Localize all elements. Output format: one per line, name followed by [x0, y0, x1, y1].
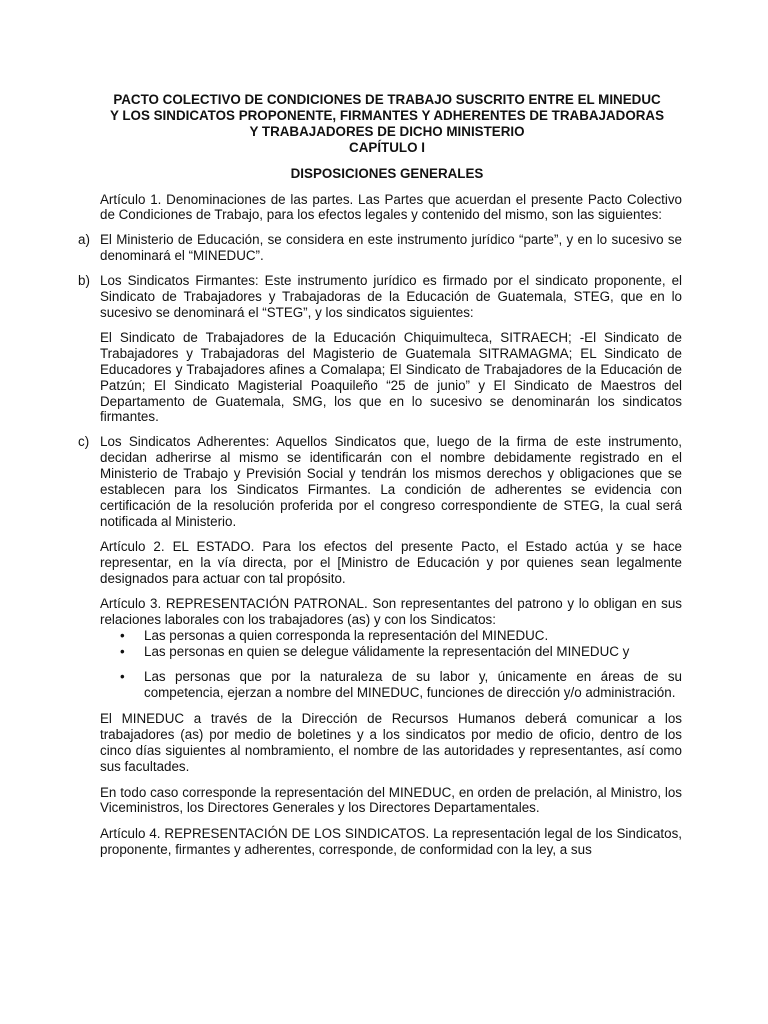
bullet-text: Las personas a quien corresponda la representación del MINEDUC. — [144, 628, 549, 644]
representantes-list — [78, 628, 682, 701]
list-item-a — [78, 232, 682, 264]
item-marker: a) — [78, 232, 90, 248]
item-marker: b) — [78, 273, 90, 289]
bullet-icon: • — [120, 628, 125, 644]
article-3: Artículo 3. REPRESENTACIÓN PATRONAL. Son representantes del patrono y lo obligan en sus relaciones laborales con los trabajadores (as) y con los Sindicatos: — [100, 596, 682, 628]
title-line: Y LOS SINDICATOS PROPONENTE, FIRMANTES Y ADHERENTES DE TRABAJADORAS — [109, 107, 665, 123]
article-1-intro: Artículo 1. Denominaciones de las partes. Las Partes que acuerdan el presente Pacto Colectivo de Condiciones de Trabajo, para los efectos legales y contenido del mismo, son las siguientes: — [100, 191, 682, 223]
list-item — [122, 644, 682, 660]
paragraph-prelacion: En todo caso corresponde la representación del MINEDUC, en orden de prelación, al Ministro, los Viceministros, los Directores Generales y los Directores Departamentales. — [100, 784, 682, 816]
bullet-text: Las personas que por la naturaleza de su labor y, únicamente en áreas de su competencia, ejerzan a nombre del MINEDUC, funciones de dirección y/o administración. — [144, 669, 682, 700]
item-text: Los Sindicatos Adherentes: Aquellos Sindicatos que, luego de la firma de este instrumento, decidan adherirse al mismo se identificarán con el nombre debidamente registrado en el Ministerio de Trabajo y Previsión Social y tendrán los mismos derechos y obligaciones que se establecen para los Sindicatos Firmantes. La condición de adherentes se evidencia con certificación de la resolución proferida por el congreso correspondiente de STEG, la cual será notificada al Ministerio. — [100, 434, 682, 529]
title-line: Y TRABAJADORES DE DICHO MINISTERIO — [249, 123, 525, 139]
article-4: Artículo 4. REPRESENTACIÓN DE LOS SINDICATOS. La representación legal de los Sindicatos, proponente, firmantes y adherentes, corresponde, de conformidad con la ley, a sus — [100, 826, 682, 858]
title-line: PACTO COLECTIVO DE CONDICIONES DE TRABAJO SUSCRITO ENTRE EL MINEDUC — [113, 92, 661, 107]
document-body — [78, 92, 682, 858]
paragraph-recursos-humanos: El MINEDUC a través de la Dirección de Recursos Humanos deberá comunicar a los trabajadores (as) por medio de boletines y a los sindicatos por medio de oficio, dentro de los cinco días siguientes al nombramiento, el nombre de las autoridades y representantes, así como sus facultades. — [100, 710, 682, 774]
bullet-icon: • — [120, 669, 125, 685]
bullet-text: Las personas en quien se delegue válidamente la representación del MINEDUC y — [144, 644, 630, 660]
bullet-icon: • — [120, 644, 125, 660]
firmantes-list-paragraph: El Sindicato de Trabajadores de la Educación Chiquimulteca, SITRAECH; -El Sindicato de Trabajadores y Trabajadoras del Magisterio de Guatemala SITRAMAGMA; EL Sindicato de Educadores y Trabajadores afines a Comalapa; El Sindicato de Trabajadores de la Educación de Patzún; El Sindicato Magisterial Poaquileño “25 de junio” y El Sindicato de Maestros del Departamento de Guatemala, SMG, los que en lo sucesivo se denominarán los sindicatos firmantes. — [100, 329, 682, 425]
chapter-heading: CAPÍTULO I — [349, 139, 425, 155]
list-item-c — [78, 434, 682, 529]
list-item — [122, 628, 682, 644]
list-item-b — [78, 273, 682, 321]
item-marker: c) — [78, 434, 90, 450]
article-2: Artículo 2. EL ESTADO. Para los efectos del presente Pacto, el Estado actúa y se hace representar, en la vía directa, por el [Ministro de Educación y por quienes sean legalmente designados para actuar con tal propósito. — [100, 538, 682, 586]
section-title: DISPOSICIONES GENERALES — [290, 165, 484, 181]
document-title — [78, 92, 682, 156]
item-text: El Ministerio de Educación, se considera en este instrumento jurídico “parte”, y en lo sucesivo se denominará el “MINEDUC”. — [100, 232, 682, 264]
item-text: Los Sindicatos Firmantes: Este instrumento jurídico es firmado por el sindicato proponente, el Sindicato de Trabajadores y Trabajadoras de la Educación de Guatemala, STEG, que en lo sucesivo se denominará el “STEG”, y los sindicatos siguientes: — [100, 273, 682, 320]
list-item — [122, 669, 682, 701]
